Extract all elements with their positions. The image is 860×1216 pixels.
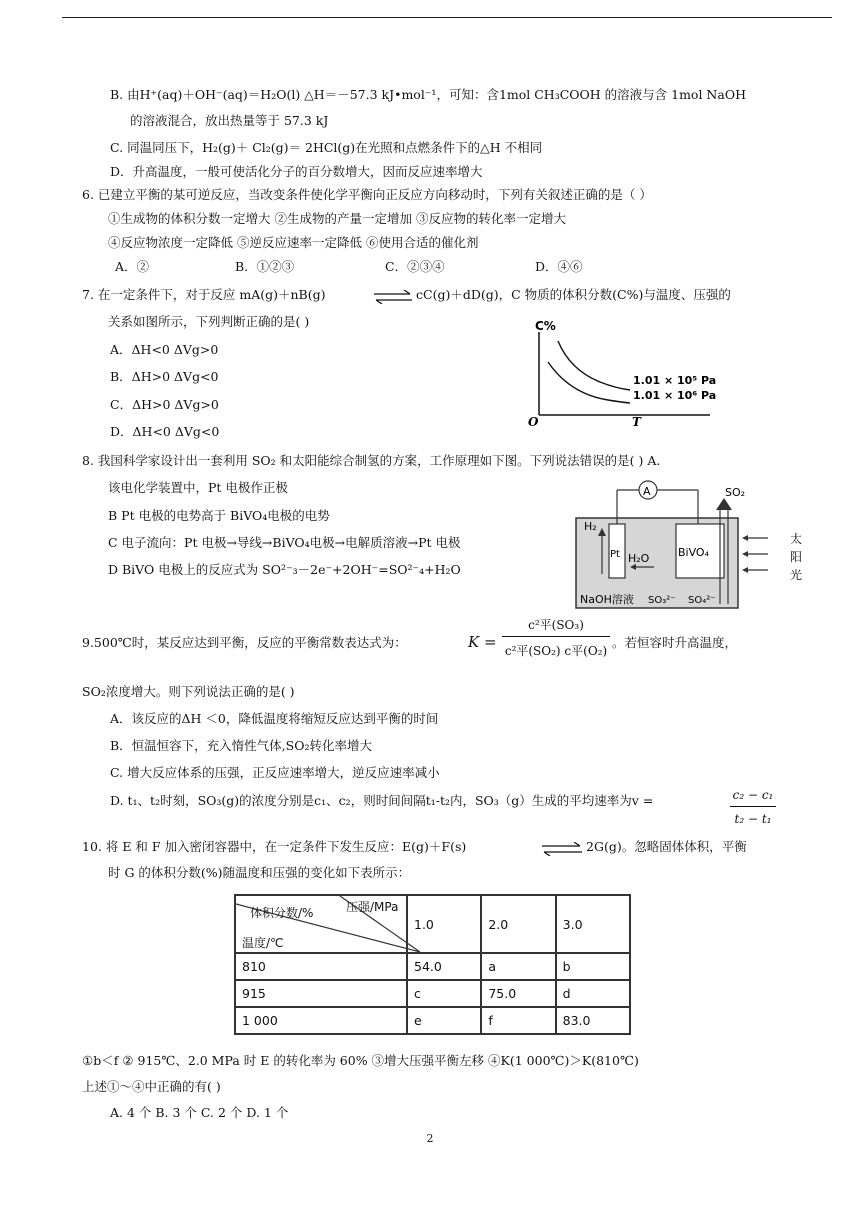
q6-option-d: D．④⑥ [535, 259, 583, 274]
q8-option-c: C 电子流向：Pt 电极→导线→BiVO₄电极→电解质溶液→Pt 电极 [108, 535, 461, 550]
equilibrium-arrow-icon [372, 290, 414, 304]
q7-curve-label-1e6: 1.01 × 10⁶ Pa [633, 389, 717, 402]
q9-option-a: A．该反应的ΔH ＜0，降低温度将缩短反应达到平衡的时间 [110, 711, 439, 726]
q10-stem-part2: 2G(g)。忽略固体体积，平衡 [586, 839, 747, 854]
q9-k-numerator: c²平(SO₃) [528, 618, 584, 632]
q7-curve-label-1e5: 1.01 × 10⁵ Pa [633, 374, 717, 387]
q9-stem-part1: 9.500℃时，某反应达到平衡，反应的平衡常数表达式为： [82, 635, 407, 650]
q9-option-d: D. t₁、t₂时刻，SO₃(g)的浓度分别是c₁、c₂，则时间间隔t₁-t₂内，SO₃（g）生成的平均速率为v = [110, 793, 654, 808]
q9-k-symbol: K = [468, 633, 497, 651]
table-cell: b [556, 953, 630, 980]
q8-electrolysis-diagram [572, 476, 782, 612]
column-header: 1.0 [407, 895, 481, 953]
q8-bivo4-label: BiVO₄ [678, 546, 710, 559]
q8-so2-label: SO₂ [725, 486, 746, 499]
q7-option-a: A．ΔH<0 ΔVg>0 [110, 342, 219, 357]
table-row [235, 980, 630, 1007]
q10-question: 上述①～④中正确的有( ) [82, 1079, 221, 1094]
header-rule [62, 17, 832, 18]
q8-stem: 8. 我国科学家设计出一套利用 SO₂ 和太阳能综合制氢的方案，工作原理如下图。下列说法错误的是( ) A. [82, 453, 661, 468]
q5-option-c: C. 同温同压下，H₂(g)＋ Cl₂(g)＝ 2HCl(g)在光照和点燃条件下的△H 不相同 [110, 140, 543, 155]
light-arrow-icon [742, 567, 748, 573]
q7-stem-part2: cC(g)＋dD(g)，C 物质的体积分数(C%)与温度、压强的 [416, 287, 731, 302]
q9-stem-part2: 。若恒容时升高温度， [612, 635, 738, 650]
q8-option-b: B Pt 电极的电势高于 BiVO₄电极的电势 [108, 508, 330, 523]
table-cell: 83.0 [556, 1007, 630, 1034]
q8-sun-char-2: 阳 [790, 550, 803, 564]
q8-so3-label: SO₃²⁻ [648, 595, 676, 606]
q7-curve-1e5 [558, 341, 630, 390]
row-temperature: 1 000 [235, 1007, 407, 1034]
equilibrium-arrow-icon [540, 842, 584, 856]
q8-option-a: 该电化学装置中，Pt 电极作正极 [108, 480, 288, 495]
q8-naoh-label: NaOH溶液 [580, 593, 634, 606]
q8-ammeter-label: A [643, 485, 651, 498]
q5-option-b-line1: B. 由H⁺(aq)＋OH⁻(aq)＝H₂O(l) △H＝－57.3 kJ•mol⁻¹，可知：含1mol CH₃COOH 的溶液与含 1mol NaOH [110, 87, 746, 102]
q7-graph-origin: O [528, 415, 539, 429]
table-cell: e [407, 1007, 481, 1034]
q9-v-numerator: c₂ − c₁ [732, 788, 774, 802]
q6-option-b: B．①②③ [235, 259, 295, 274]
table-row [235, 1007, 630, 1034]
light-arrow-icon [742, 551, 748, 557]
table-cell: a [481, 953, 555, 980]
column-header: 3.0 [556, 895, 630, 953]
table-corner-cell [235, 895, 407, 953]
q8-h2o-label: H₂O [628, 552, 650, 565]
column-header: 2.0 [481, 895, 555, 953]
q10-data-table [234, 894, 631, 1035]
q8-h2-label: H₂ [584, 520, 597, 533]
table-cell: 54.0 [407, 953, 481, 980]
q6-items-1: ①生成物的体积分数一定增大 ②生成物的产量一定增加 ③反应物的转化率一定增大 [108, 211, 566, 226]
q10-stem-part1: 10. 将 E 和 F 加入密闭容器中，在一定条件下发生反应：E(g)＋F(s) [82, 839, 467, 854]
q7-stem-part1: 7. 在一定条件下，对于反应 mA(g)＋nB(g) [82, 287, 326, 302]
q8-pt-label: Pt [610, 549, 620, 560]
so2-in-arrow-icon [716, 498, 732, 510]
q8-sun-char-1: 太 [790, 532, 803, 546]
q5-option-b-line2: 的溶液混合，放出热量等于 57.3 kJ [130, 113, 329, 128]
table-cell: f [481, 1007, 555, 1034]
q6-option-a: A．② [115, 259, 150, 274]
q5-option-d: D．升高温度，一般可使活化分子的百分数增大，因而反应速率增大 [110, 164, 483, 179]
q9-option-b: B．恒温恒容下，充入惰性气体,SO₂转化率增大 [110, 738, 372, 753]
q7-stem-line2: 关系如图所示，下列判断正确的是( ) [108, 314, 310, 329]
q9-v-fraction-bar [730, 806, 776, 807]
q6-stem: 6. 已建立平衡的某可逆反应，当改变条件使化学平衡向正反应方向移动时，下列有关叙述正确的是（ ） [82, 187, 652, 202]
q6-option-c: C．②③④ [385, 259, 445, 274]
q10-stem-line2: 时 G 的体积分数(%)随温度和压强的变化如下表所示： [108, 865, 411, 880]
corner-volume-fraction: 体积分数/% [250, 906, 314, 920]
table-cell: 75.0 [481, 980, 555, 1007]
row-temperature: 915 [235, 980, 407, 1007]
q8-so4-label: SO₄²⁻ [688, 595, 716, 606]
q9-k-denominator: c²平(SO₂) c平(O₂) [504, 644, 608, 658]
q7-option-b: B．ΔH>0 ΔVg<0 [110, 369, 219, 384]
q9-option-c: C. 增大反应体系的压强，正反应速率增大，逆反应速率减小 [110, 765, 440, 780]
q8-option-d: D BiVO 电极上的反应式为 SO²⁻₃－2e⁻+2OH⁻=SO²⁻₄+H₂O [108, 562, 461, 577]
q7-curve-1e6 [548, 362, 630, 403]
table-cell: c [407, 980, 481, 1007]
q7-graph-x-label: T [632, 415, 641, 429]
light-arrow-icon [742, 535, 748, 541]
q8-sun-char-3: 光 [790, 568, 803, 582]
q9-v-denominator: t₂ − t₁ [734, 812, 772, 826]
q9-k-fraction-bar [502, 636, 610, 637]
row-temperature: 810 [235, 953, 407, 980]
q9-stem-line2: SO₂浓度增大。则下列说法正确的是( ) [82, 684, 295, 699]
corner-pressure: 压强/MPa [346, 900, 399, 914]
q10-options: A. 4 个 B. 3 个 C. 2 个 D. 1 个 [110, 1105, 289, 1120]
q7-option-c: C．ΔH>0 ΔVg>0 [110, 397, 219, 412]
q7-graph-y-label: C% [535, 319, 556, 333]
q7-option-d: D．ΔH<0 ΔVg<0 [110, 424, 220, 439]
page-number: 2 [426, 1132, 434, 1145]
table-cell: d [556, 980, 630, 1007]
q7-graph [520, 318, 720, 430]
q6-items-2: ④反应物浓度一定降低 ⑤逆反应速率一定降低 ⑥使用合适的催化剂 [108, 235, 479, 250]
q10-statements: ①b＜f ② 915℃、2.0 MPa 时 E 的转化率为 60% ③增大压强平衡左移 ④K(1 000℃)＞K(810℃) [82, 1053, 639, 1068]
table-row [235, 953, 630, 980]
corner-temperature: 温度/℃ [242, 936, 284, 950]
